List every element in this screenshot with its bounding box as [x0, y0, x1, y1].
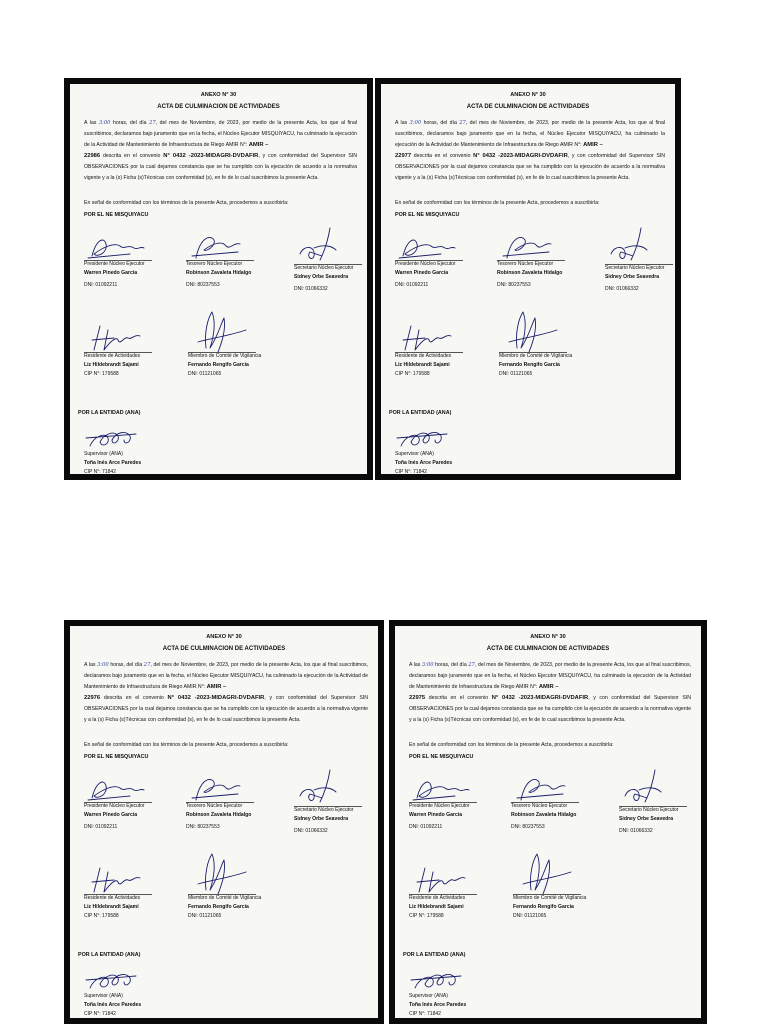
signature-scribble-icon: [84, 322, 148, 354]
signature-scribble-icon: [511, 772, 575, 804]
document-title: ACTA DE CULMINACION DE ACTIVIDADES: [466, 104, 590, 110]
signature-scribble-icon: [84, 772, 148, 804]
document-paper: ANEXO N° 30 ACTA DE CULMINACION DE ACTIVIDADES A las 3:00 horas, del día 27, del mes de Noviembre, de 2023, por medio de la presente Acta, los que al final suscribimos, declaramos bajo juramento que en la fecha, el Núcleo Ejecutor MISQUIYACU, ha culminado la ejecución de la Actividad de Mantenimiento de Infraestructura de Riego AMIR N°: AMIR – 22986 descrita en el convenio N° 0432 -2023-MIDAGRI-DVDAFIR, y con conformidad del Supervisor SIN OBSERVACIONES por la cual dejamos constancia que se ha cumplido con la ejecución de acuerdo a la normativa vigente y a la (s) Ficha (s)Técnicas con conformidad (s), en fe de lo cual suscribimos la presente Acta. En señal de conformidad con los términos de la presente Acta, procedemos a suscribirla: POR EL NE MISQUIYACU Presidente Núcleo Ejecutor Warren Pinedo García DNI: 01092211 Tesorero Núcleo Ejecutor Robinson Zavaleta Hidalgo DNI: 80237553 Secretario Núcleo Ejecutor Sidney Orbe Seavedra DNI: 01066332 Residente de Actividades Liz Hildebrandt Sajami CIP N°: 179588 Miembro de Comité de Vigilancia Fernando Rengifo García DNI: 01121065 POR LA ENTIDAD (ANA) Supervisor (ANA) Toña Inés Arce Paredes CIP N°: 71842: [70, 84, 367, 474]
handwritten-day: 27: [143, 662, 151, 668]
acta-body-text: A las 3:00 horas, del día 27, del mes de Noviembre, de 2023, por medio de la presente Acta, los que al final suscribimos, declaramos bajo juramento que en la fecha, el Núcleo Ejecutor MISQUIYACU, ha culminado la ejecución de la Actividad de Mantenimiento de Infraestructura de Riego AMIR N°: AMIR – 22975 descrita en el convenio N° 0432 -2023-MIDAGRI-DVDAFIR, y con conformidad del Supervisor SIN OBSERVACIONES por la cual dejamos constancia que se ha cumplido con la ejecución de acuerdo a la normativa vigente y a la (s) Ficha (s)Técnicas con conformidad (s), en fe de lo cual suscribimos la presente Acta.: [409, 662, 692, 723]
annex-number: ANEXO N° 30: [530, 634, 566, 640]
acta-body-text: A las 3:00 horas, del día 27, del mes de Noviembre, de 2023, por medio de la presente Acta, los que al final suscribimos, declaramos bajo juramento que en la fecha, el Núcleo Ejecutor MISQUIYACU, ha culminado la ejecución de la Actividad de Mantenimiento de Infraestructura de Riego AMIR N°: AMIR – 22976 descrita en el convenio N° 0432 -2023-MIDAGRI-DVDAFIR, y con conformidad del Supervisor SIN OBSERVACIONES por la cual dejamos constancia que se ha cumplido con la ejecución de acuerdo a la normativa vigente y a la (s) Ficha (s)Técnicas con conformidad (s), en fe de lo cual suscribimos la presente Acta.: [84, 662, 369, 723]
convenio-number: N° 0432 -2023-MIDAGRI-DVDAFIR: [473, 153, 568, 159]
handwritten-hour: 3:00: [98, 120, 111, 126]
signature-scribble-icon: [186, 772, 250, 804]
annex-number: ANEXO N° 30: [200, 92, 237, 98]
signature-scribble-icon: [188, 864, 252, 896]
signature-scribble-icon: [395, 230, 459, 262]
amir-number: 22976: [84, 695, 101, 701]
signature-scribble-icon: [84, 420, 148, 452]
acta-body-text: A las 3:00 horas, del día 27, del mes de Noviembre, de 2023, por medio de la presente Acta, los que al final suscribimos, declaramos bajo juramento que en la fecha, el Núcleo Ejecutor MISQUIYACU, ha culminado la ejecución de la Actividad de Mantenimiento de Infraestructura de Riego AMIR N°: AMIR – 22986 descrita en el convenio N° 0432 -2023-MIDAGRI-DVDAFIR, y con conformidad del Supervisor SIN OBSERVACIONES por la cual dejamos constancia que se ha cumplido con la ejecución de acuerdo a la normativa vigente y a la (s) Ficha (s)Técnicas con conformidad (s), en fe de lo cual suscribimos la presente Acta.: [84, 120, 358, 181]
signature-scribble-icon: [188, 322, 252, 354]
signature-scribble-icon: [84, 230, 148, 262]
signature-scribble-icon: [395, 322, 459, 354]
signature-scribble-icon: [84, 962, 148, 994]
conformidad-text: En señal de conformidad con los términos de la presente Acta, procedemos a suscribirla:: [84, 742, 289, 748]
document-title: ACTA DE CULMINACION DE ACTIVIDADES: [157, 104, 280, 110]
signature-scribble-icon: [605, 234, 669, 266]
conformidad-text: En señal de conformidad con los términos de la presente Acta, procedemos a suscribirla:: [409, 742, 614, 748]
document-paper: ANEXO N° 30 ACTA DE CULMINACION DE ACTIVIDADES A las 3:00 horas, del día 27, del mes de Noviembre, de 2023, por medio de la presente Acta, los que al final suscribimos, declaramos bajo juramento que en la fecha, el Núcleo Ejecutor MISQUIYACU, ha culminado la ejecución de la Actividad de Mantenimiento de Infraestructura de Riego AMIR N°: AMIR – 22975 descrita en el convenio N° 0432 -2023-MIDAGRI-DVDAFIR, y con conformidad del Supervisor SIN OBSERVACIONES por la cual dejamos constancia que se ha cumplido con la ejecución de acuerdo a la normativa vigente y a la (s) Ficha (s)Técnicas con conformidad (s), en fe de lo cual suscribimos la presente Acta. En señal de conformidad con los términos de la presente Acta, procedemos a suscribirla: POR EL NE MISQUIYACU Presidente Núcleo Ejecutor Warren Pinedo García DNI: 01092211 Tesorero Núcleo Ejecutor Robinson Zavaleta Hidalgo DNI: 80237553 Secretario Núcleo Ejecutor Sidney Orbe Seavedra DNI: 01066332 Residente de Actividades Liz Hildebrandt Sajami CIP N°: 179588 Miembro de Comité de Vigilancia Fernando Rengifo García DNI: 01121065 POR LA ENTIDAD (ANA) Supervisor (ANA) Toña Inés Arce Paredes CIP N°: 71842: [395, 626, 701, 1018]
handwritten-hour: 3:00: [97, 662, 109, 668]
signature-scribble-icon: [619, 776, 683, 808]
section-entidad-heading: POR LA ENTIDAD (ANA): [389, 410, 452, 416]
conformidad-text: En señal de conformidad con los términos de la presente Acta, procedemos a suscribirla:: [84, 200, 289, 206]
acta-body-text: A las 3:00 horas, del día 27, del mes de Noviembre, de 2023, por medio de la presente Acta, los que al final suscribimos, declaramos bajo juramento que en la fecha, el Núcleo Ejecutor MISQUIYACU, ha culminado la ejecución de la Actividad de Mantenimiento de Infraestructura de Riego AMIR N°: AMIR – 22977 descrita en el convenio N° 0432 -2023-MIDAGRI-DVDAFIR, y con conformidad del Supervisor SIN OBSERVACIONES por la cual dejamos constancia que se ha cumplido con la ejecución de acuerdo a la normativa vigente y a la (s) Ficha (s)Técnicas con conformidad (s), en fe de lo cual suscribimos la presente Acta.: [395, 120, 665, 181]
acta-document-3: [64, 620, 384, 1024]
section-ne-heading: POR EL NE MISQUIYACU: [409, 754, 474, 760]
section-ne-heading: POR EL NE MISQUIYACU: [395, 212, 460, 218]
section-entidad-heading: POR LA ENTIDAD (ANA): [78, 410, 141, 416]
signature-scribble-icon: [395, 420, 459, 452]
section-entidad-heading: POR LA ENTIDAD (ANA): [403, 952, 466, 958]
signature-scribble-icon: [499, 322, 563, 354]
document-paper: ANEXO N° 30 ACTA DE CULMINACION DE ACTIVIDADES A las 3:00 horas, del día 27, del mes de Noviembre, de 2023, por medio de la presente Acta, los que al final suscribimos, declaramos bajo juramento que en la fecha, el Núcleo Ejecutor MISQUIYACU, ha culminado la ejecución de la Actividad de Mantenimiento de Infraestructura de Riego AMIR N°: AMIR – 22977 descrita en el convenio N° 0432 -2023-MIDAGRI-DVDAFIR, y con conformidad del Supervisor SIN OBSERVACIONES por la cual dejamos constancia que se ha cumplido con la ejecución de acuerdo a la normativa vigente y a la (s) Ficha (s)Técnicas con conformidad (s), en fe de lo cual suscribimos la presente Acta. En señal de conformidad con los términos de la presente Acta, procedemos a suscribirla: POR EL NE MISQUIYACU Presidente Núcleo Ejecutor Warren Pinedo García DNI: 01092211 Tesorero Núcleo Ejecutor Robinson Zavaleta Hidalgo DNI: 80237553 Secretario Núcleo Ejecutor Sidney Orbe Seavedra DNI: 01066332 Residente de Actividades Liz Hildebrandt Sajami CIP N°: 179588 Miembro de Comité de Vigilancia Fernando Rengifo García DNI: 01121065 POR LA ENTIDAD (ANA) Supervisor (ANA) Toña Inés Arce Paredes CIP N°: 71842: [381, 84, 675, 474]
acta-document-2: [375, 78, 681, 480]
document-paper: ANEXO N° 30 ACTA DE CULMINACION DE ACTIVIDADES A las 3:00 horas, del día 27, del mes de Noviembre, de 2023, por medio de la presente Acta, los que al final suscribimos, declaramos bajo juramento que en la fecha, el Núcleo Ejecutor MISQUIYACU, ha culminado la ejecución de la Actividad de Mantenimiento de Infraestructura de Riego AMIR N°: AMIR – 22976 descrita en el convenio N° 0432 -2023-MIDAGRI-DVDAFIR, y con conformidad del Supervisor SIN OBSERVACIONES por la cual dejamos constancia que se ha cumplido con la ejecución de acuerdo a la normativa vigente y a la (s) Ficha (s)Técnicas con conformidad (s), en fe de lo cual suscribimos la presente Acta. En señal de conformidad con los términos de la presente Acta, procedemos a suscribirla: POR EL NE MISQUIYACU Presidente Núcleo Ejecutor Warren Pinedo García DNI: 01092211 Tesorero Núcleo Ejecutor Robinson Zavaleta Hidalgo DNI: 80237553 Secretario Núcleo Ejecutor Sidney Orbe Seavedra DNI: 01066332 Residente de Actividades Liz Hildebrandt Sajami CIP N°: 179588 Miembro de Comité de Vigilancia Fernando Rengifo García DNI: 01121065 POR LA ENTIDAD (ANA) Supervisor (ANA) Toña Inés Arce Paredes CIP N°: 71842: [70, 626, 378, 1018]
signature-scribble-icon: [409, 962, 473, 994]
section-ne-heading: POR EL NE MISQUIYACU: [84, 212, 149, 218]
handwritten-day: 27: [149, 120, 156, 126]
conformidad-text: En señal de conformidad con los términos de la presente Acta, procedemos a suscribirla:: [395, 200, 600, 206]
handwritten-day: 27: [468, 662, 475, 668]
convenio-number: N° 0432 -2023-MIDAGRI-DVDAFIR: [167, 695, 265, 701]
annex-number: ANEXO N° 30: [510, 92, 546, 98]
amir-number: 22975: [409, 695, 426, 701]
signature-scribble-icon: [497, 230, 561, 262]
handwritten-hour: 3:00: [421, 662, 434, 668]
annex-number: ANEXO N° 30: [206, 634, 242, 640]
convenio-number: N° 0432 -2023-MIDAGRI-DVDAFIR: [491, 695, 589, 701]
section-ne-heading: POR EL NE MISQUIYACU: [84, 754, 149, 760]
section-entidad-heading: POR LA ENTIDAD (ANA): [78, 952, 141, 958]
handwritten-day: 27: [459, 120, 466, 126]
amir-number: 22986: [84, 153, 101, 159]
convenio-number: N° 0432 -2023-MIDAGRI-DVDAFIR: [163, 153, 259, 159]
signature-scribble-icon: [84, 864, 148, 896]
signature-scribble-icon: [409, 864, 473, 896]
signature-scribble-icon: [294, 776, 358, 808]
amir-number: 22977: [395, 153, 412, 159]
document-title: ACTA DE CULMINACION DE ACTIVIDADES: [162, 646, 286, 652]
signature-scribble-icon: [186, 230, 250, 262]
acta-document-4: [389, 620, 707, 1024]
signature-scribble-icon: [513, 864, 577, 896]
document-title: ACTA DE CULMINACION DE ACTIVIDADES: [486, 646, 610, 652]
signature-scribble-icon: [409, 772, 473, 804]
acta-document-1: [64, 78, 373, 480]
signature-scribble-icon: [294, 234, 358, 266]
handwritten-hour: 3:00: [409, 120, 422, 126]
